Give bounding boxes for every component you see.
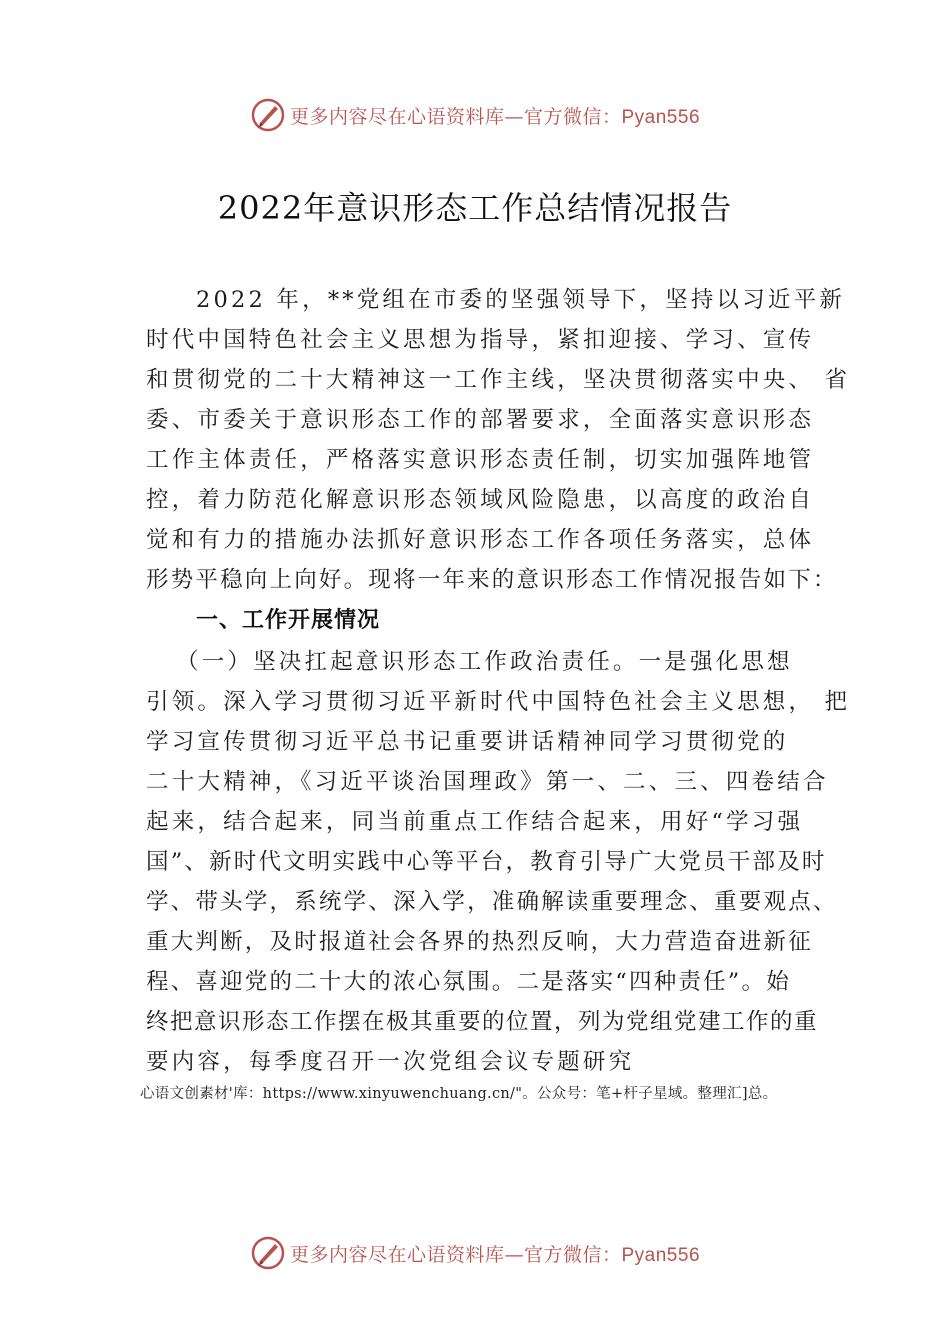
paragraph-line: 工作主体责任，严格落实意识形态责任制，切实加强阵地管 [146,447,815,473]
watermark-text: 更多内容尽在心语资料库—官方微信：Pyan556 [289,105,701,128]
paragraph-line: 重大判断，及时报道社会各界的热烈反响，大力营造奋进新征 [146,929,813,955]
paragraph-line: 学习宣传贯彻习近平总书记重要讲话精神同学习贯彻党的 [146,729,789,755]
paragraph-line: 程、喜迎党的二十大的浓⼼氛围。二是落实“四种责任”。始 [146,969,791,995]
document-title: 2022年意识形态工作总结情况报告 [217,189,733,227]
paragraph-line: 二十大精神，《习近平谈治国理政》第一、二、三、四卷结合 [146,769,829,795]
paragraph-line: 形势平稳向上向好。现将一年来的意识形态工作情况报告如下： [146,567,838,593]
paragraph-line: 要内容，每季度召开一次党组会议专题研究 [146,1049,635,1075]
paragraph-line: 觉和有力的措施办法抓好意识形态工作各项任务落实，总体 [146,527,815,553]
paragraph-line: 2022 年，**党组在市委的坚强领导下，坚持以习近平新 [196,287,846,313]
section-heading: 一、工作开展情况 [196,608,381,633]
paragraph-line: （一）坚决扛起意识形态工作政治责任。一是强化思想 [176,649,793,675]
paragraph-line: 国”、新时代文明实践中心等平台，教育引导广大党员干部及时 [146,849,827,875]
paragraph-line: 和贯彻党的二十大精神这一工作主线，坚决贯彻落实中央、 省 [146,367,851,393]
quill-pen-icon [250,97,286,133]
paragraph-line: 时代中国特色社会主义思想为指导，紧扣迎接、学习、宣传 [146,327,815,353]
watermark-banner-top [0,95,950,135]
quill-pen-icon [250,1235,286,1271]
paragraph-line: 起来，结合起来，同当前重点工作结合起来，用好“学习强 [146,809,804,835]
paragraph-line: 委、市委关于意识形态工作的部署要求，全面落实意识形态 [146,407,815,433]
paragraph-line: 引领。深入学习贯彻习近平新时代中国特色社会主义思想， 把 [146,689,851,715]
watermark-text: 更多内容尽在心语资料库—官方微信：Pyan556 [289,1243,701,1266]
paragraph-line: 控，着力防范化解意识形态领域风险隐患，以高度的政治自 [146,487,815,513]
source-note: 心语文创素材'库：https://www.xinyuwenchuang.cn/"。公众号：笔+杆子星域。整理汇]总。 [140,1086,778,1102]
watermark-banner-bottom [0,1233,950,1273]
paragraph-line: 终把意识形态工作摆在极其重要的位置，列为党组党建工作的重 [146,1009,819,1035]
paragraph-line: 学、带头学，系统学、深入学，准确解读重要理念、重要观点、 [146,889,838,915]
